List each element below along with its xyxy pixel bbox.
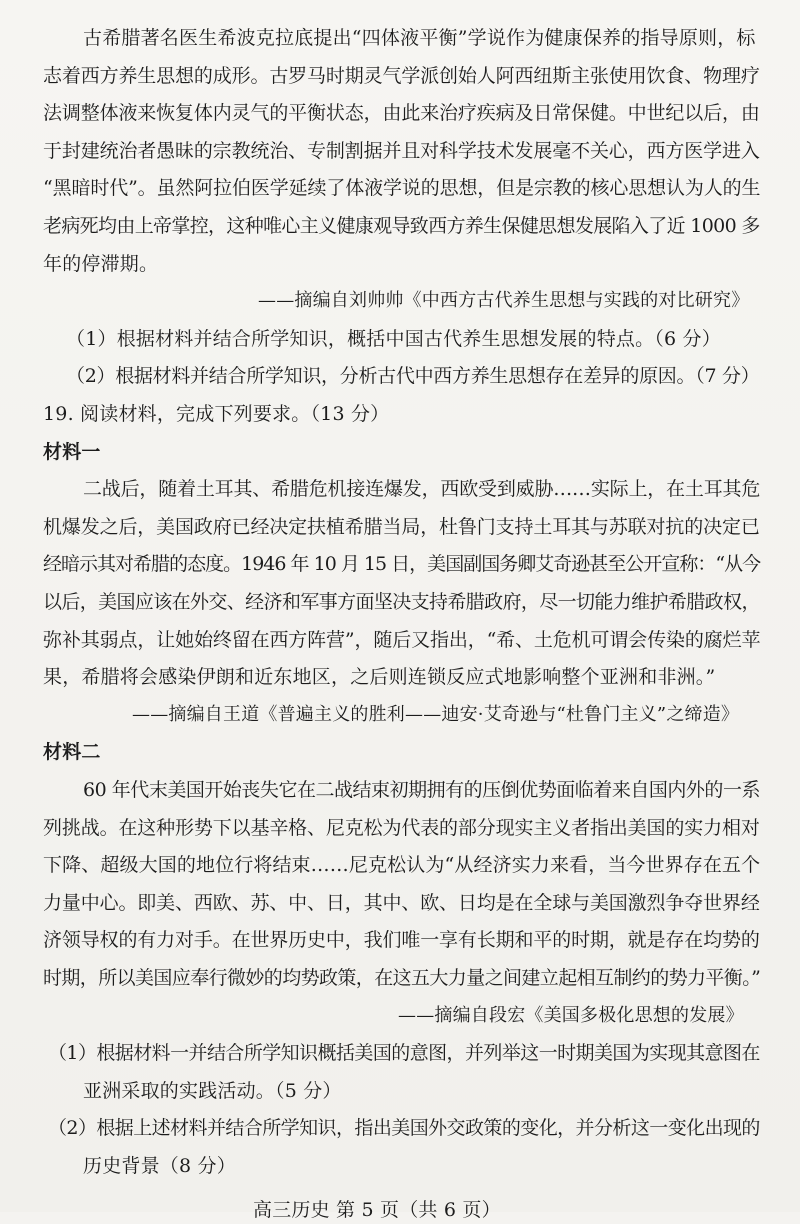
material2-heading: 材料二 [43, 741, 101, 763]
material1-line-1: 二战后，随着土耳其、希腊危机接连爆发，西欧受到威胁……实际上，在土耳其危 [83, 478, 761, 500]
passage1-line-6: 老病死均由上帝掌控，这种唯心主义健康观导致西方养生保健思想发展陷入了近 1000 多 [43, 215, 760, 237]
material1-line-5: 弥补其弱点，让她始终留在西方阵营”，随后又指出，“希、土危机可谓会传染的腐烂苹 [43, 629, 761, 651]
q19-sub2-line-1: （2）根据上述材料并结合所学知识，指出美国外交政策的变化，并分析这一变化出现的 [48, 1117, 760, 1139]
material1-line-2: 机爆发之后，美国政府已经决定扶植希腊当局，杜鲁门支持土耳其与苏联对抗的决定已 [43, 516, 760, 538]
passage1-line-5: “黑暗时代”。虽然阿拉伯医学延续了体液学说的思想，但是宗教的核心思想认为人的生 [43, 177, 761, 199]
q19-sub2-line-2: 历史背景（8 分） [83, 1155, 236, 1177]
passage1-line-7: 年的停滞期。 [43, 253, 159, 275]
material2-line-3: 下降、超级大国的地位行将结束……尼克松认为“从经济实力来看，当今世界存在五个 [43, 854, 761, 876]
material2-line-1: 60 年代末美国开始丧失它在二战结束初期拥有的压倒优势面临着来自国内外的一系 [83, 779, 760, 801]
material1-line-4: 以后，美国应该在外交、经济和军事方面坚决支持希腊政府，尽一切能力维护希腊政权， [43, 591, 760, 613]
page-footer: 高三历史 第 5 页（共 6 页） [253, 1199, 501, 1221]
passage1-line-3: 法调整体液来恢复体内灵气的平衡状态，由此来治疗疾病及日常保健。中世纪以后，由 [43, 102, 760, 124]
material2-source: ——摘编自段宏《美国多极化思想的发展》 [398, 1005, 744, 1026]
passage1-line-1: 古希腊著名医生希波克拉底提出“四体液平衡”学说作为健康保养的指导原则，标 [83, 27, 756, 49]
q19-title: 19. 阅读材料，完成下列要求。（13 分） [43, 403, 390, 425]
q18-sub2: （2）根据材料并结合所学知识，分析古代中西方养生思想存在差异的原因。（7 分） [66, 365, 760, 387]
material2-line-4: 力量中心。即美、西欧、苏、中、日，其中、欧、日均是在全球与美国激烈争夺世界经 [43, 892, 760, 914]
q19-sub1-line-1: （1）根据材料一并结合所学知识概括美国的意图，并列举这一时期美国为实现其意图在 [48, 1042, 760, 1064]
material1-source: ——摘编自王道《普遍主义的胜利——迪安·艾奇逊与“杜鲁门主义”之缔造》 [132, 704, 740, 725]
passage1-source: ——摘编自刘帅帅《中西方古代养生思想与实践的对比研究》 [258, 290, 750, 311]
material2-line-6: 时期，所以美国应奉行微妙的均势政策，在这五大力量之间建立起相互制约的势力平衡。” [43, 967, 761, 989]
material1-line-3: 经暗示其对希腊的态度。1946 年 10 月 15 日，美国副国务卿艾奇逊甚至公开宣称：“从今 [43, 553, 761, 575]
q18-sub1: （1）根据材料并结合所学知识，概括中国古代养生思想发展的特点。（6 分） [66, 328, 721, 350]
passage1-line-4: 于封建统治者愚昧的宗教统治、专制割据并且对科学技术发展毫不关心，西方医学进入 [43, 140, 760, 162]
material1-line-6: 果，希腊将会感染伊朗和近东地区，之后则连锁反应式地影响整个亚洲和非洲。” [43, 666, 716, 688]
material1-heading: 材料一 [43, 441, 101, 463]
material2-line-2: 列挑战。在这种形势下以基辛格、尼克松为代表的部分现实主义者指出美国的实力相对 [43, 817, 760, 839]
q19-sub1-line-2: 亚洲采取的实践活动。（5 分） [83, 1080, 342, 1102]
material2-line-5: 济领导权的有力对手。在世界历史中，我们唯一享有长期和平的时期，就是存在均势的 [43, 929, 760, 951]
passage1-line-2: 志着西方养生思想的成形。古罗马时期灵气学派创始人阿西纽斯主张使用饮食、物理疗 [43, 65, 760, 87]
